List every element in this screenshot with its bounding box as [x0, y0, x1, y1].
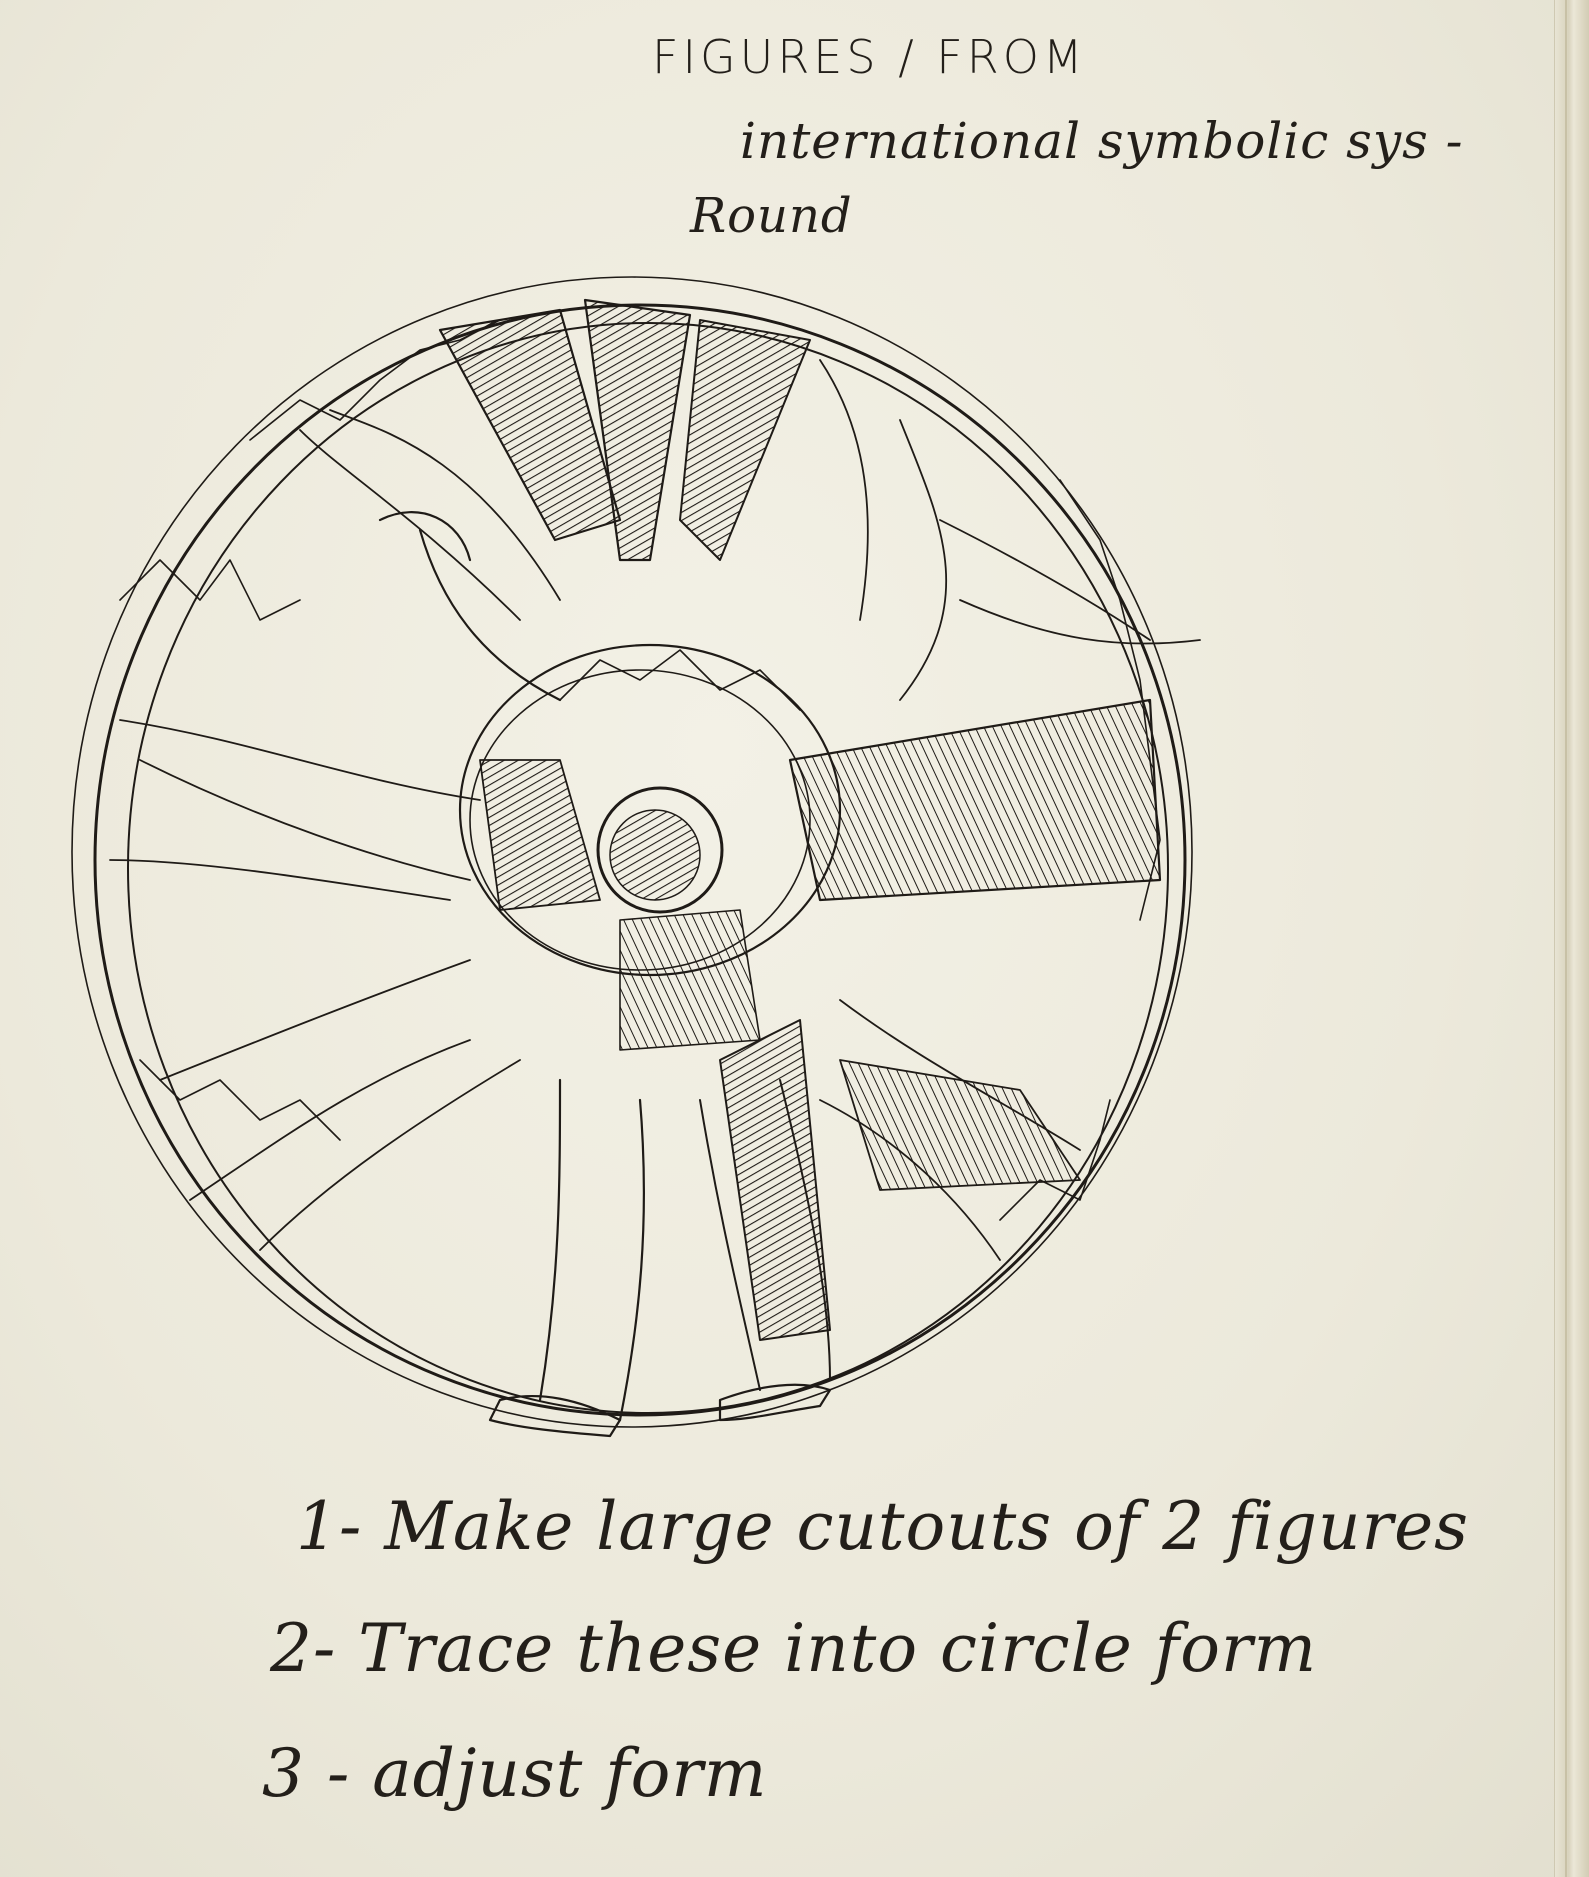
right-arm-wedge: [790, 700, 1160, 900]
limb-right-upper: [940, 520, 1200, 644]
limb-left-arm-2: [110, 860, 470, 1080]
left-shoulder-wedge: [480, 760, 600, 910]
torso-hatch: [620, 910, 760, 1050]
note-3: 3 - adjust form: [262, 1735, 768, 1812]
title-line-1: FIGURES / FROM: [652, 30, 1087, 84]
limb-lower-legs: [540, 1080, 644, 1420]
scribble-top: [250, 320, 500, 440]
limb-lower-left: [190, 1040, 520, 1250]
limb-upper-left: [380, 512, 560, 700]
scribble-hub: [560, 650, 800, 710]
title-line-3: Round: [690, 188, 853, 244]
scribble-left: [120, 560, 300, 620]
lower-leg-wedge: [720, 1020, 830, 1340]
foot-right: [720, 1385, 830, 1420]
head-fill: [610, 810, 700, 900]
upper-wedge-right: [680, 320, 810, 560]
limb-top-right: [820, 360, 946, 700]
note-1: 1- Make large cutouts of 2 figures: [296, 1488, 1470, 1565]
limb-left-arm: [120, 720, 480, 880]
foot-left: [490, 1396, 620, 1436]
note-2: 2- Trace these into circle form: [270, 1610, 1318, 1687]
title-line-2: international symbolic sys -: [740, 112, 1464, 170]
scribble-lower-left: [140, 1060, 340, 1140]
